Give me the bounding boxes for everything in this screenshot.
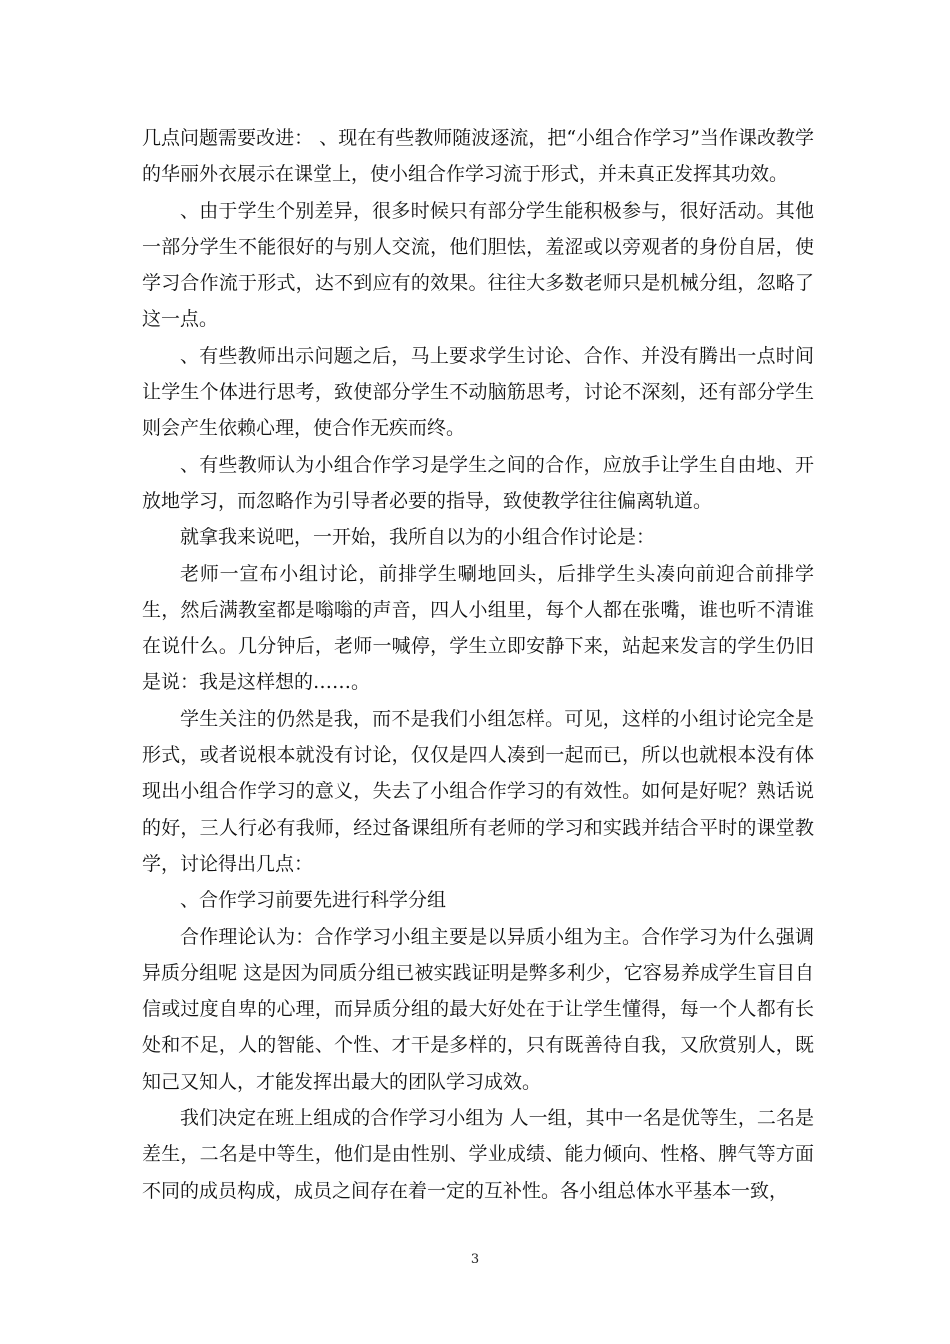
paragraph-4: 、有些教师认为小组合作学习是学生之间的合作，应放手让学生自由地、开放地学习，而忽略作为引导者必要的指导，致使教学往往偏离轨道。: [142, 453, 814, 512]
paragraph-1: 几点问题需要改进： 、现在有些教师随波逐流，把“小组合作学习”当作课改教学的华丽外衣展示在课堂上，使小组合作学习流于形式，并未真正发挥其功效。: [142, 127, 814, 186]
paragraph-6: 老师一宣布小组讨论，前排学生唰地回头，后排学生头凑向前迎合前排学生，然后满教室都是嗡嗡的声音，四人小组里，每个人都在张嘴，谁也听不清谁在说什么。几分钟后，老师一喊停，学生立即安静下来，站起来发言的学生仍旧是说：我是这样想的……。: [142, 562, 814, 694]
paragraph-8: 合作理论认为：合作学习小组主要是以异质小组为主。合作学习为什么强调异质分组呢 这是因为同质分组已被实践证明是弊多利少，它容易养成学生盲目自信或过度自卑的心理，而异质分组的最大好处在于让学生懂得，每一个人都有长处和不足，人的智能、个性、才干是多样的，只有既善待自我，又欣赏别人，既知己又知人，才能发挥出最大的团队学习成效。: [142, 925, 814, 1093]
page-number: 3: [470, 1252, 480, 1267]
paragraph-2: 、由于学生个别差异，很多时候只有部分学生能积极参与，很好活动。其他一部分学生不能很好的与别人交流，他们胆怯，羞涩或以旁观者的身份自居，使学习合作流于形式，达不到应有的效果。往往大多数老师只是机械分组，忽略了这一点。: [142, 199, 814, 331]
paragraph-7: 学生关注的仍然是我，而不是我们小组怎样。可见，这样的小组讨论完全是形式，或者说根本就没有讨论，仅仅是四人凑到一起而已，所以也就根本没有体现出小组合作学习的意义，失去了小组合作学习的有效性。如何是好呢？熟话说的好，三人行必有我师，经过备课组所有老师的学习和实践并结合平时的课堂教学，讨论得出几点：: [142, 707, 814, 875]
paragraph-3: 、有些教师出示问题之后，马上要求学生讨论、合作、并没有腾出一点时间让学生个体进行思考，致使部分学生不动脑筋思考，讨论不深刻，还有部分学生则会产生依赖心理，使合作无疾而终。: [142, 344, 814, 440]
document-body: [142, 120, 814, 1209]
paragraph-5: 就拿我来说吧，一开始，我所自以为的小组合作讨论是：: [180, 526, 656, 549]
paragraph-9: 我们决定在班上组成的合作学习小组为 人一组，其中一名是优等生，二名是差生，二名是中等生，他们是由性别、学业成绩、能力倾向、性格、脾气等方面不同的成员构成，成员之间存在着一定的互补性。各小组总体水平基本一致，: [142, 1107, 814, 1202]
section-heading: 、合作学习前要先进行科学分组: [180, 889, 447, 912]
